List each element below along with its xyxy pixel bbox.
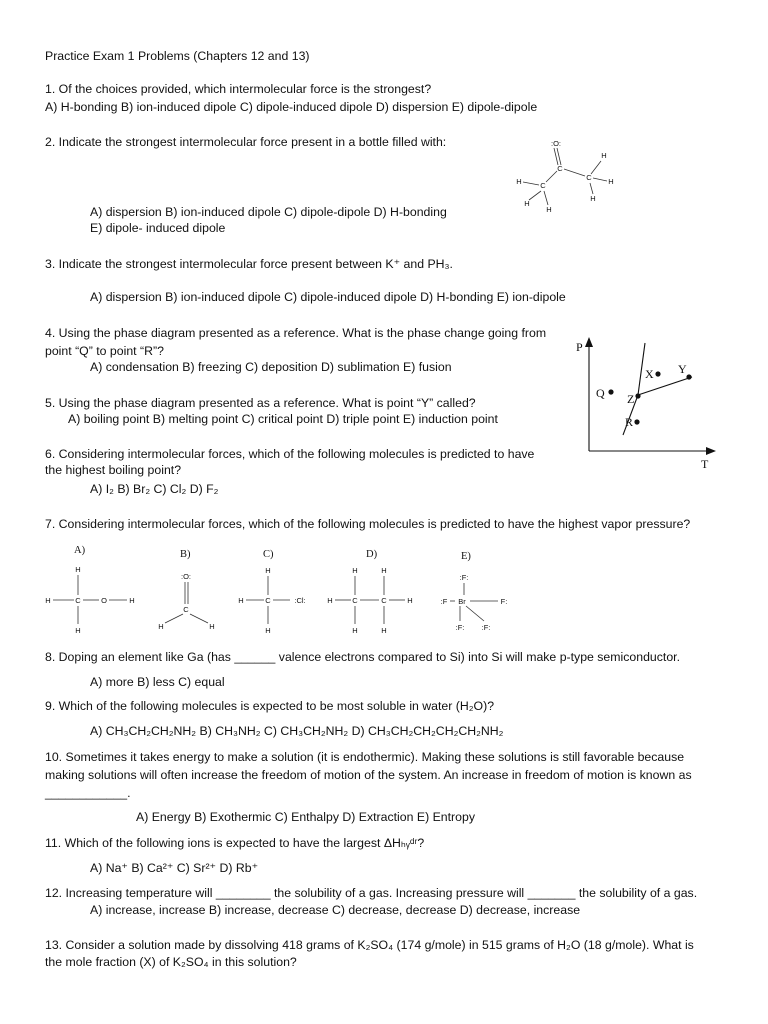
svg-text:C: C <box>352 596 358 605</box>
point-y-dot <box>686 374 691 379</box>
q5-text: 5. Using the phase diagram presented as a reference. What is point “Y” called? <box>45 396 476 410</box>
svg-text:H: H <box>45 596 51 605</box>
q6-text-line1: 6. Considering intermolecular forces, which of the following molecules is predicted to have <box>45 447 535 461</box>
q2-atom-o: :O: <box>550 139 562 148</box>
q9-choices: A) CH₃CH₂CH₂NH₂ B) CH₃NH₂ C) CH₃CH₂NH₂ D) CH₃CH₂CH₂CH₂CH₂NH₂ <box>90 724 504 738</box>
q7-label-c: C) <box>263 549 274 560</box>
phase-diagram <box>570 335 720 475</box>
q7-label-d: D) <box>366 549 378 560</box>
q7-molecule-structures <box>40 560 530 640</box>
svg-text:C: C <box>75 596 81 605</box>
q11-choices: A) Na⁺ B) Ca²⁺ C) Sr²⁺ D) Rb⁺ <box>90 861 259 875</box>
q2-text: 2. Indicate the strongest intermolecular force present in a bottle filled with: <box>45 135 447 149</box>
svg-text:H: H <box>381 626 387 635</box>
svg-text:C: C <box>183 605 189 614</box>
svg-text:H: H <box>352 566 358 575</box>
svg-text::O:: :O: <box>180 572 192 581</box>
q12-text: 12. Increasing temperature will ________ the solubility of a gas. Increasing pressure will _______ the solubility of a gas. <box>45 886 698 900</box>
axis-p-label: P <box>576 340 583 354</box>
q3-choices: A) dispersion B) ion-induced dipole C) dipole-induced dipole D) H-bonding E) ion-dipole <box>90 290 566 304</box>
q13-text-line1: 13. Consider a solution made by dissolving 418 grams of K₂SO₄ (174 g/mole) in 515 grams of H₂O (18 g/mole). What is <box>45 938 694 952</box>
svg-text:H: H <box>209 622 215 631</box>
q1-text: 1. Of the choices provided, which intermolecular force is the strongest? <box>45 82 432 96</box>
q2-atom-h: H <box>590 194 596 203</box>
svg-text:H: H <box>238 596 244 605</box>
q10-choices: A) Energy B) Exothermic C) Enthalpy D) Extraction E) Entropy <box>136 810 475 824</box>
page-title: Practice Exam 1 Problems (Chapters 12 and 13) <box>45 49 310 63</box>
svg-text::Cl:: :Cl: <box>294 596 306 605</box>
q6-text-line2: the highest boiling point? <box>45 463 182 477</box>
svg-text:H: H <box>381 566 387 575</box>
q2-molecule-structure <box>505 132 625 217</box>
svg-text:O: O <box>101 596 107 605</box>
q7-label-b: B) <box>180 549 191 560</box>
q4-text-line1: 4. Using the phase diagram presented as a reference. What is the phase change going from <box>45 326 547 340</box>
svg-text:H: H <box>75 626 81 635</box>
q10-text-line1: 10. Sometimes it takes energy to make a solution (it is endothermic). Making these solutions is still favorable because <box>45 750 685 764</box>
svg-text:Br: Br <box>458 597 466 606</box>
q3-text: 3. Indicate the strongest intermolecular force present between K⁺ and PH₃. <box>45 257 453 271</box>
point-z-label: Z <box>627 392 635 406</box>
svg-text:H: H <box>265 626 271 635</box>
q4-text-line2: point “Q” to point “R”? <box>45 344 164 358</box>
q6-choices: A) I₂ B) Br₂ C) Cl₂ D) F₂ <box>90 482 219 496</box>
q2-atom-h: H <box>546 205 552 214</box>
q5-choices: A) boiling point B) melting point C) critical point D) triple point E) induction point <box>68 412 498 426</box>
svg-text:H: H <box>352 626 358 635</box>
q2-choices-line1: A) dispersion B) ion-induced dipole C) dipole-dipole D) H-bonding <box>90 205 447 219</box>
point-y-label: Y <box>678 362 687 376</box>
svg-text::F:: :F: <box>459 573 469 582</box>
svg-text:H: H <box>75 565 81 574</box>
q7-label-e: E) <box>461 551 471 562</box>
svg-text:H: H <box>327 596 333 605</box>
svg-text::F:: :F: <box>481 623 491 632</box>
svg-text:H: H <box>158 622 164 631</box>
point-r-dot <box>634 419 639 424</box>
q2-choices-line2: E) dipole- induced dipole <box>90 221 226 235</box>
point-x-dot <box>655 371 660 376</box>
axis-t-label: T <box>701 457 709 471</box>
point-q-dot <box>608 389 613 394</box>
svg-text::F:: :F: <box>455 623 465 632</box>
q7-text: 7. Considering intermolecular forces, which of the following molecules is predicted to have the highest vapor pressure? <box>45 517 691 531</box>
point-x-label: X <box>645 367 654 381</box>
q13-text-line2: the mole fraction (X) of K₂SO₄ in this solution? <box>45 955 297 969</box>
q4-choices: A) condensation B) freezing C) deposition D) sublimation E) fusion <box>90 360 452 374</box>
q10-text-line2: making solutions will often increase the freedom of motion of the system. An increase in freedom of motion is known as <box>45 768 692 782</box>
q2-atom-c: C <box>586 173 592 182</box>
q2-atom-h: H <box>608 177 614 186</box>
point-z-dot <box>635 393 640 398</box>
q8-text: 8. Doping an element like Ga (has ______ valence electrons compared to Si) into Si will make p-type semiconductor. <box>45 650 680 664</box>
q2-atom-c: C <box>557 164 563 173</box>
q8-choices: A) more B) less C) equal <box>90 675 225 689</box>
q7-label-a: A) <box>74 545 86 556</box>
point-r-label: R <box>625 415 634 429</box>
svg-text:H: H <box>265 566 271 575</box>
q2-atom-h: H <box>601 151 607 160</box>
q2-atom-h: H <box>516 177 522 186</box>
q2-atom-h: H <box>524 199 530 208</box>
q9-text: 9. Which of the following molecules is expected to be most soluble in water (H₂O)? <box>45 699 495 713</box>
svg-text:F:: F: <box>500 597 508 606</box>
svg-text:C: C <box>265 596 271 605</box>
q10-text-line3: ____________. <box>45 786 131 800</box>
svg-text::F: :F <box>440 597 448 606</box>
svg-text:H: H <box>407 596 413 605</box>
q2-atom-c: C <box>540 181 546 190</box>
q1-choices: A) H-bonding B) ion-induced dipole C) dipole-induced dipole D) dispersion E) dipole-dipole <box>45 100 538 114</box>
point-q-label: Q <box>596 386 605 400</box>
svg-text:C: C <box>381 596 387 605</box>
q11-text: 11. Which of the following ions is expected to have the largest ΔHₕᵧᵈʳ? <box>45 836 425 850</box>
q12-choices: A) increase, increase B) increase, decrease C) decrease, decrease D) decrease, increase <box>90 903 581 917</box>
svg-text:H: H <box>129 596 135 605</box>
